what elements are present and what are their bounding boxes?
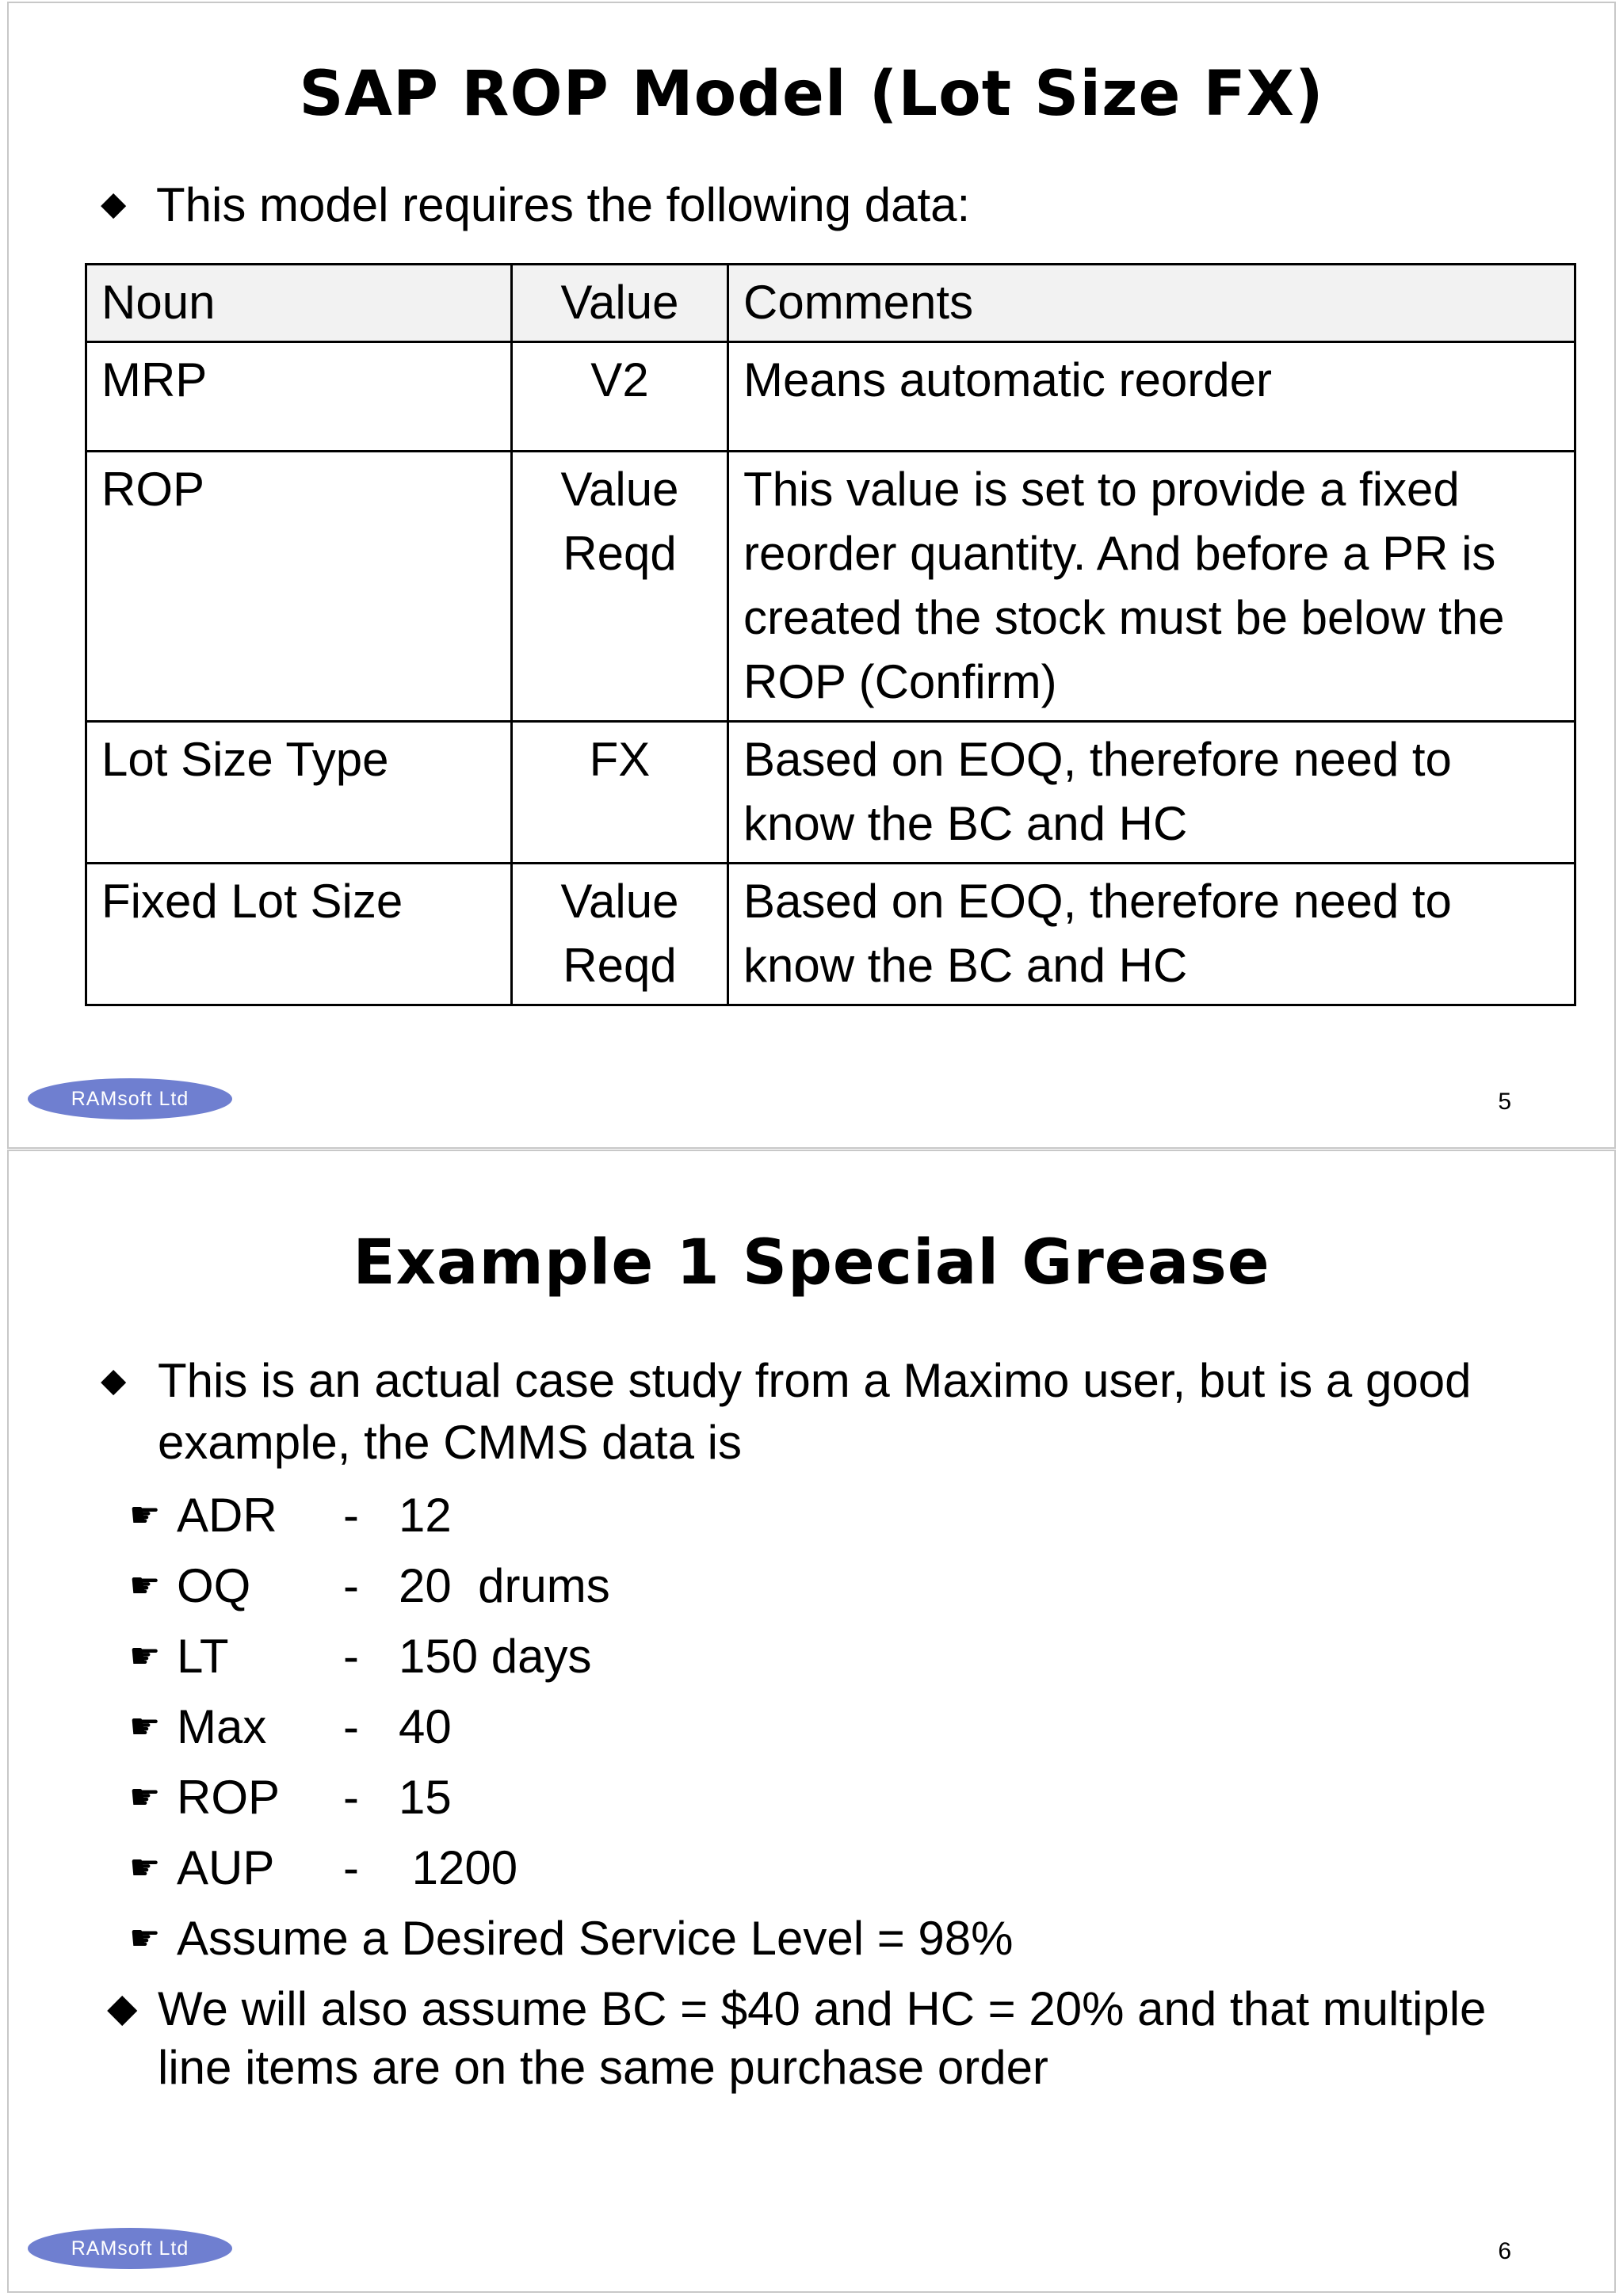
table-row bbox=[86, 864, 1575, 1005]
header-comments: Comments bbox=[728, 265, 1575, 342]
table-row bbox=[86, 342, 1575, 452]
pointing-hand-icon: ☛ bbox=[129, 1566, 161, 1605]
cell-value: Value Reqd bbox=[512, 452, 728, 722]
data-table bbox=[85, 263, 1576, 1006]
ramsoft-logo: RAMsoft Ltd bbox=[28, 2228, 232, 2269]
list-item: ☛ LT - 150 days bbox=[177, 1626, 592, 1688]
intro-text: This model requires the following data: bbox=[156, 178, 971, 231]
diamond-bullet-icon: ◆ bbox=[101, 185, 127, 222]
pointing-hand-icon: ☛ bbox=[129, 1919, 161, 1958]
list-item: ☛ ADR - 12 bbox=[177, 1485, 452, 1547]
pointing-hand-icon: ☛ bbox=[129, 1496, 161, 1535]
item-value: 1200 bbox=[399, 1841, 518, 1894]
item-value: 40 bbox=[399, 1700, 452, 1753]
pointing-hand-icon: ☛ bbox=[129, 1778, 161, 1817]
cell-comment: This value is set to provide a fixed reorder quantity. And before a PR is created the stock must be below the ROP (Confirm) bbox=[728, 452, 1575, 722]
cell-value: V2 bbox=[512, 342, 728, 452]
list-item: ☛ AUP - 1200 bbox=[177, 1837, 517, 1899]
item-value: 12 bbox=[399, 1489, 452, 1542]
cell-comment: Based on EOQ, therefore need to know the BC and HC bbox=[728, 864, 1575, 1005]
bullet1-line2: example, the CMMS data is bbox=[158, 1416, 742, 1469]
pointing-hand-icon: ☛ bbox=[129, 1848, 161, 1887]
item-label: Max bbox=[177, 1700, 267, 1753]
list-item: ☛ Max - 40 bbox=[177, 1696, 452, 1758]
service-level-text: Assume a Desired Service Level = 98% bbox=[177, 1912, 1014, 1965]
list-item: ☛ OQ - 20 drums bbox=[177, 1555, 610, 1617]
list-item bbox=[129, 1908, 1014, 1970]
cell-value: Value Reqd bbox=[512, 864, 728, 1005]
item-label: ROP bbox=[177, 1771, 281, 1824]
item-label: LT bbox=[177, 1630, 229, 1683]
item-value: 150 days bbox=[399, 1630, 592, 1683]
cell-noun: Lot Size Type bbox=[86, 722, 512, 864]
item-label: ADR bbox=[177, 1489, 277, 1542]
bullet2-line2: line items are on the same purchase order bbox=[158, 2041, 1048, 2094]
slide-title: Example 1 Special Grease bbox=[353, 1227, 1270, 1299]
table-row bbox=[86, 722, 1575, 864]
pointing-hand-icon: ☛ bbox=[129, 1637, 161, 1676]
item-label: AUP bbox=[177, 1841, 275, 1894]
diamond-bullet-icon: ◆ bbox=[101, 1361, 127, 1398]
bullet1-line1: This is an actual case study from a Maximo user, but is a good bbox=[158, 1354, 1472, 1407]
slide-6 bbox=[7, 1150, 1616, 2293]
ramsoft-logo: RAMsoft Ltd bbox=[28, 1078, 232, 1119]
cell-value: FX bbox=[512, 722, 728, 864]
page-number: 6 bbox=[1498, 2238, 1511, 2264]
page-number: 5 bbox=[1498, 1089, 1511, 1115]
cell-comment: Means automatic reorder bbox=[728, 342, 1575, 452]
list-item: ☛ ROP - 15 bbox=[177, 1767, 452, 1829]
header-value: Value bbox=[512, 265, 728, 342]
header-noun: Noun bbox=[86, 265, 512, 342]
cell-noun: ROP bbox=[86, 452, 512, 722]
bullet2-line1: We will also assume BC = $40 and HC = 20% and that multiple bbox=[158, 1982, 1487, 2035]
item-label: OQ bbox=[177, 1559, 251, 1612]
slide-5 bbox=[7, 2, 1616, 1149]
cell-noun: MRP bbox=[86, 342, 512, 452]
item-value: 15 bbox=[399, 1771, 452, 1824]
diamond-bullet-icon: ◆ bbox=[107, 1985, 138, 2030]
table-row bbox=[86, 452, 1575, 722]
item-value: 20 drums bbox=[399, 1559, 610, 1612]
cell-comment: Based on EOQ, therefore need to know the BC and HC bbox=[728, 722, 1575, 864]
slide-title: SAP ROP Model (Lot Size FX) bbox=[299, 59, 1324, 130]
table-header-row bbox=[86, 265, 1575, 342]
pointing-hand-icon: ☛ bbox=[129, 1707, 161, 1746]
cell-noun: Fixed Lot Size bbox=[86, 864, 512, 1005]
